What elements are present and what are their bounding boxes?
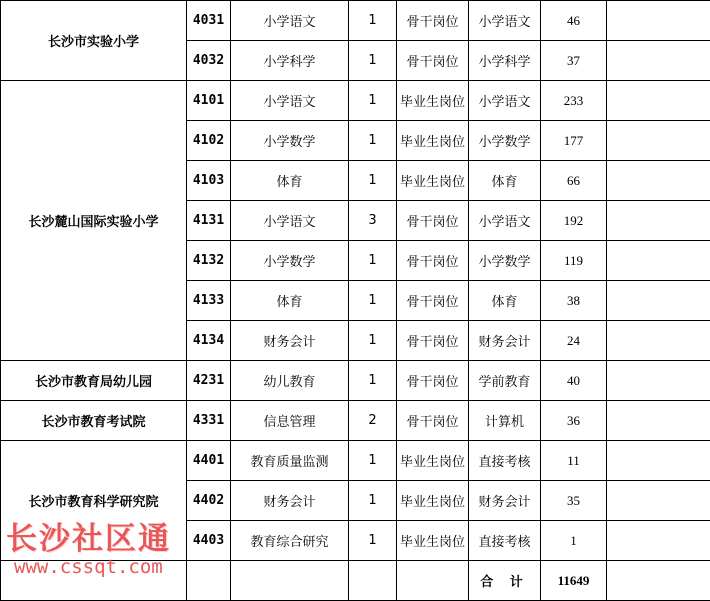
empty-cell bbox=[607, 281, 710, 321]
exam-subject: 体育 bbox=[469, 281, 541, 321]
applicant-count: 38 bbox=[541, 281, 607, 321]
exam-subject: 财务会计 bbox=[469, 481, 541, 521]
empty-cell bbox=[607, 321, 710, 361]
exam-subject: 学前教育 bbox=[469, 361, 541, 401]
position-code: 4401 bbox=[187, 441, 231, 481]
position-name: 信息管理 bbox=[231, 401, 349, 441]
position-name: 小学科学 bbox=[231, 41, 349, 81]
position-type: 毕业生岗位 bbox=[397, 521, 469, 561]
position-type: 骨干岗位 bbox=[397, 361, 469, 401]
position-code: 4134 bbox=[187, 321, 231, 361]
empty-cell bbox=[607, 361, 710, 401]
position-name: 教育综合研究 bbox=[231, 521, 349, 561]
position-type: 毕业生岗位 bbox=[397, 481, 469, 521]
position-type: 骨干岗位 bbox=[397, 281, 469, 321]
empty-cell bbox=[607, 481, 710, 521]
hire-count: 1 bbox=[349, 361, 397, 401]
exam-subject: 小学数学 bbox=[469, 121, 541, 161]
org-name: 长沙市实验小学 bbox=[1, 1, 187, 81]
table-row bbox=[1, 361, 710, 401]
hire-count: 1 bbox=[349, 41, 397, 81]
position-name: 小学语文 bbox=[231, 201, 349, 241]
empty-cell bbox=[607, 1, 710, 41]
hire-count: 1 bbox=[349, 281, 397, 321]
position-name: 小学语文 bbox=[231, 1, 349, 41]
position-name: 教育质量监测 bbox=[231, 441, 349, 481]
applicant-count: 46 bbox=[541, 1, 607, 41]
exam-subject: 小学语文 bbox=[469, 81, 541, 121]
org-name: 长沙市教育科学研究院 bbox=[1, 441, 187, 561]
position-code: 4103 bbox=[187, 161, 231, 201]
exam-subject: 计算机 bbox=[469, 401, 541, 441]
watermark-title: 长沙社区通 bbox=[6, 521, 171, 557]
position-code: 4031 bbox=[187, 1, 231, 41]
exam-subject: 小学语文 bbox=[469, 1, 541, 41]
table-row bbox=[1, 441, 710, 481]
applicant-count: 177 bbox=[541, 121, 607, 161]
position-code: 4402 bbox=[187, 481, 231, 521]
empty-cell bbox=[607, 401, 710, 441]
total-row bbox=[1, 561, 710, 601]
empty-cell bbox=[397, 561, 469, 601]
total-label: 合 计 bbox=[469, 561, 541, 601]
position-code: 4101 bbox=[187, 81, 231, 121]
empty-cell bbox=[187, 561, 231, 601]
position-type: 毕业生岗位 bbox=[397, 441, 469, 481]
position-name: 小学语文 bbox=[231, 81, 349, 121]
applicant-count: 37 bbox=[541, 41, 607, 81]
applicant-count: 35 bbox=[541, 481, 607, 521]
position-type: 毕业生岗位 bbox=[397, 161, 469, 201]
hire-count: 1 bbox=[349, 121, 397, 161]
position-type: 骨干岗位 bbox=[397, 241, 469, 281]
position-name: 小学数学 bbox=[231, 241, 349, 281]
empty-cell bbox=[231, 561, 349, 601]
exam-subject: 财务会计 bbox=[469, 321, 541, 361]
position-code: 4403 bbox=[187, 521, 231, 561]
empty-cell bbox=[607, 161, 710, 201]
position-name: 幼儿教育 bbox=[231, 361, 349, 401]
exam-subject: 体育 bbox=[469, 161, 541, 201]
position-code: 4133 bbox=[187, 281, 231, 321]
hire-count: 1 bbox=[349, 481, 397, 521]
empty-cell bbox=[607, 241, 710, 281]
empty-cell bbox=[607, 441, 710, 481]
position-name: 财务会计 bbox=[231, 321, 349, 361]
applicant-count: 11 bbox=[541, 441, 607, 481]
exam-subject: 小学数学 bbox=[469, 241, 541, 281]
applicant-count: 36 bbox=[541, 401, 607, 441]
org-name: 长沙麓山国际实验小学 bbox=[1, 81, 187, 361]
position-name: 小学数学 bbox=[231, 121, 349, 161]
empty-cell bbox=[607, 521, 710, 561]
position-code: 4231 bbox=[187, 361, 231, 401]
position-type: 毕业生岗位 bbox=[397, 121, 469, 161]
applicant-count: 24 bbox=[541, 321, 607, 361]
position-name: 财务会计 bbox=[231, 481, 349, 521]
org-name: 长沙市教育考试院 bbox=[1, 401, 187, 441]
position-code: 4132 bbox=[187, 241, 231, 281]
position-type: 骨干岗位 bbox=[397, 401, 469, 441]
empty-cell bbox=[1, 561, 187, 601]
empty-cell bbox=[607, 41, 710, 81]
hire-count: 1 bbox=[349, 1, 397, 41]
position-code: 4102 bbox=[187, 121, 231, 161]
hire-count: 1 bbox=[349, 81, 397, 121]
position-code: 4032 bbox=[187, 41, 231, 81]
empty-cell bbox=[607, 561, 710, 601]
hire-count: 1 bbox=[349, 321, 397, 361]
position-type: 骨干岗位 bbox=[397, 1, 469, 41]
position-type: 骨干岗位 bbox=[397, 41, 469, 81]
hire-count: 2 bbox=[349, 401, 397, 441]
exam-subject: 小学语文 bbox=[469, 201, 541, 241]
empty-cell bbox=[607, 201, 710, 241]
table-row bbox=[1, 81, 710, 121]
hire-count: 3 bbox=[349, 201, 397, 241]
position-name: 体育 bbox=[231, 161, 349, 201]
org-name: 长沙市教育局幼儿园 bbox=[1, 361, 187, 401]
position-type: 骨干岗位 bbox=[397, 321, 469, 361]
applicant-count: 233 bbox=[541, 81, 607, 121]
watermark-url: www.cssqt.com bbox=[14, 556, 163, 578]
hire-count: 1 bbox=[349, 241, 397, 281]
total-value: 11649 bbox=[541, 561, 607, 601]
empty-cell bbox=[607, 121, 710, 161]
table-row bbox=[1, 401, 710, 441]
exam-subject: 小学科学 bbox=[469, 41, 541, 81]
exam-subject: 直接考核 bbox=[469, 521, 541, 561]
table-row bbox=[1, 1, 710, 41]
position-code: 4331 bbox=[187, 401, 231, 441]
applicant-count: 1 bbox=[541, 521, 607, 561]
hire-count: 1 bbox=[349, 161, 397, 201]
position-code: 4131 bbox=[187, 201, 231, 241]
position-type: 骨干岗位 bbox=[397, 201, 469, 241]
position-type: 毕业生岗位 bbox=[397, 81, 469, 121]
applicant-count: 119 bbox=[541, 241, 607, 281]
position-name: 体育 bbox=[231, 281, 349, 321]
applicant-count: 192 bbox=[541, 201, 607, 241]
hire-count: 1 bbox=[349, 441, 397, 481]
applicant-count: 40 bbox=[541, 361, 607, 401]
empty-cell bbox=[607, 81, 710, 121]
empty-cell bbox=[349, 561, 397, 601]
hire-count: 1 bbox=[349, 521, 397, 561]
applicant-count: 66 bbox=[541, 161, 607, 201]
exam-subject: 直接考核 bbox=[469, 441, 541, 481]
